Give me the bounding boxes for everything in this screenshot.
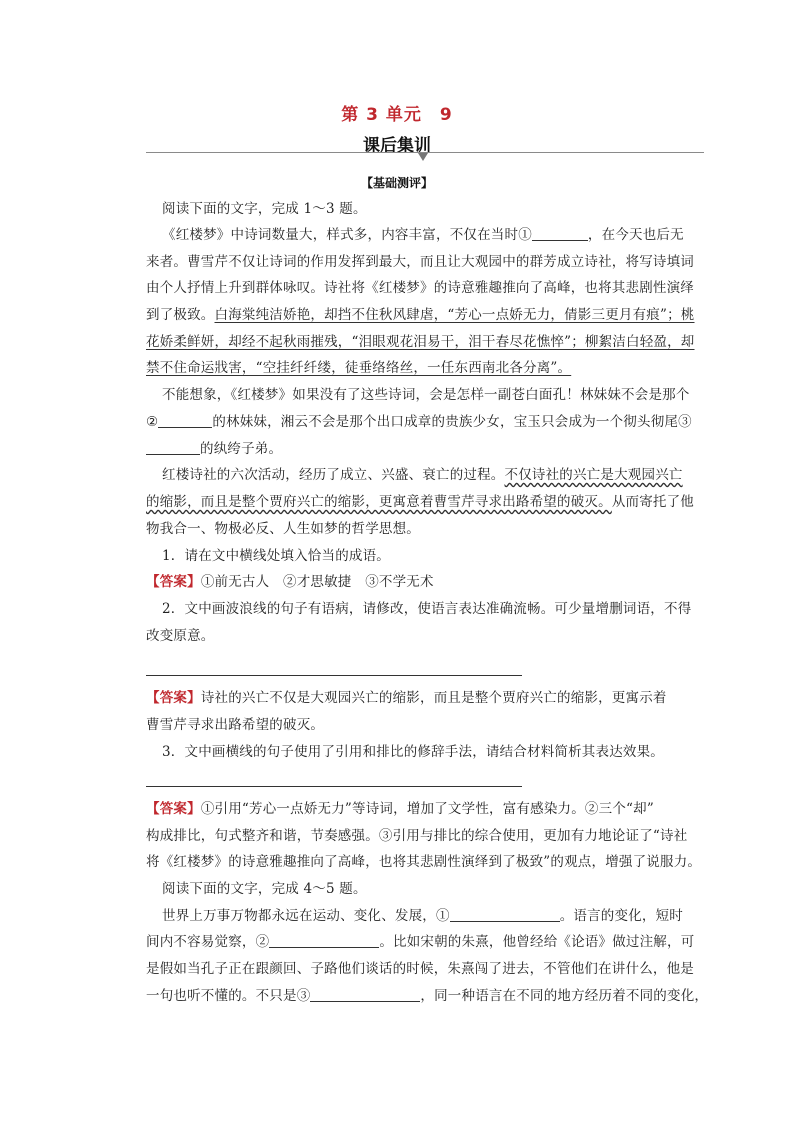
answer-3: 【答案】①引用“芳心一点娇无力”等诗词，增加了文学性，富有感染力。②三个“却” xyxy=(146,801,654,817)
passage-line: 物我合一、物极必反、人生如梦的哲学思想。 xyxy=(146,521,420,537)
unit-title: 第 3 单元 9 xyxy=(341,105,453,125)
answer-tag: 【答案】 xyxy=(146,574,201,590)
passage-line: 红楼诗社的六次活动，经历了成立、兴盛、衰亡的过程。不仅诗社的兴亡是大观园兴亡 xyxy=(162,467,683,483)
answer-line xyxy=(146,786,522,787)
blank-3 xyxy=(146,440,200,455)
instruction-2: 阅读下面的文字，完成 4～5 题。 xyxy=(162,881,367,897)
answer-1: 【答案】①前无古人 ②才思敏捷 ③不学无术 xyxy=(146,574,434,590)
answer-tag: 【答案】 xyxy=(146,690,201,706)
answer-line xyxy=(146,675,522,676)
divider-arrow-icon xyxy=(418,153,428,161)
page-subtitle: 课后集训 xyxy=(363,136,431,156)
passage-line: 的缩影，而且是整个贾府兴亡的缩影，更寓意着曹雪芹寻求出路希望的破灭。从而寄托了他 xyxy=(146,494,695,510)
passage-line: 到了极致。白海棠纯洁娇艳，却挡不住秋风肆虐，“芳心一点娇无力，倩影三更月有痕”；桃 xyxy=(146,307,695,323)
passage-line: 一句也听不懂的。不只是③ ，同一种语言在不同的地方经历着不同的变化， xyxy=(146,988,709,1004)
passage-line: 《红楼梦》中诗词数量大，样式多，内容丰富，不仅在当时① ，在今天也后无 xyxy=(162,227,684,243)
answer-tag: 【答案】 xyxy=(146,801,201,817)
blank-5 xyxy=(269,933,379,948)
wavy-sentence: 不仅诗社的兴亡是大观园兴亡 xyxy=(504,467,683,483)
blank-1 xyxy=(532,226,588,241)
instruction-1: 阅读下面的文字，完成 1～3 题。 xyxy=(162,201,367,217)
answer-3-cont: 将《红楼梦》的诗意雅趣推向了高峰，也将其悲剧性演绎到了极致”的观点，增强了说服力。 xyxy=(146,854,702,870)
underlined-sentence: 花娇柔鲜妍，却经不起秋雨摧残，“泪眼观花泪易干，泪干春尽花憔悴”；柳絮洁白轻盈，却 xyxy=(146,334,695,350)
passage-line: 的纨绔子弟。 xyxy=(146,436,680,463)
underlined-sentence: 白海棠纯洁娇艳，却挡不住秋风肆虐，“芳心一点娇无力，倩影三更月有痕”；桃 xyxy=(214,307,695,323)
question-2-cont: 改变原意。 xyxy=(146,628,215,644)
blank-2 xyxy=(158,413,212,428)
answer-2: 【答案】诗社的兴亡不仅是大观园兴亡的缩影，而且是整个贾府兴亡的缩影，更寓示着 xyxy=(146,690,667,706)
question-3: 3．文中画横线的句子使用了引用和排比的修辞手法，请结合材料简析其表达效果。 xyxy=(162,744,664,760)
underlined-sentence: 禁不住命运戕害，“空挂纤纤缕，徒垂络络丝，一任东西南北各分离”。 xyxy=(146,360,572,376)
answer-2-cont: 曹雪芹寻求出路希望的破灭。 xyxy=(146,717,325,733)
blank-4 xyxy=(450,907,560,922)
passage-line: 世界上万事万物都永远在运动、变化、发展，① 。语言的变化，短时 xyxy=(162,908,684,924)
question-1: 1．请在文中横线处填入恰当的成语。 xyxy=(162,548,390,564)
passage-line: 由个人抒情上升到群体咏叹。诗社将《红楼梦》的诗意雅趣推向了高峰，也将其悲剧性演绎 xyxy=(146,280,694,296)
passage-line: ② 的林妹妹，湘云不会是那个出口成章的贵族少女，宝玉只会成为一个彻头彻尾③ xyxy=(146,414,692,430)
wavy-sentence: 的缩影，而且是整个贾府兴亡的缩影，更寓意着曹雪芹寻求出路希望的破灭。 xyxy=(146,494,612,510)
answer-3-cont: 构成排比，句式整齐和谐，节奏感强。③引用与排比的综合使用，更加有力地论证了“诗社 xyxy=(146,828,688,844)
passage-line: 间内不容易觉察，② 。比如宋朝的朱熹，他曾经给《论语》做过注解，可 xyxy=(146,934,695,950)
section-heading: 【基础测评】 xyxy=(360,176,433,190)
passage-line: 不能想象，《红楼梦》如果没有了这些诗词，会是怎样一副苍白面孔！林妹妹不会是那个 xyxy=(162,387,690,403)
blank-6 xyxy=(310,987,420,1002)
question-2: 2．文中画波浪线的句子有语病，请修改，使语言表达准确流畅。可少量增删词语，不得 xyxy=(162,601,692,617)
passage-line: 是假如当孔子正在跟颜回、子路他们谈话的时候，朱熹闯了进去，不管他们在讲什么，他是 xyxy=(146,961,694,977)
passage-line: 来者。曹雪芹不仅让诗词的作用发挥到最大，而且让大观园中的群芳成立诗社，将写诗填词 xyxy=(146,254,694,270)
